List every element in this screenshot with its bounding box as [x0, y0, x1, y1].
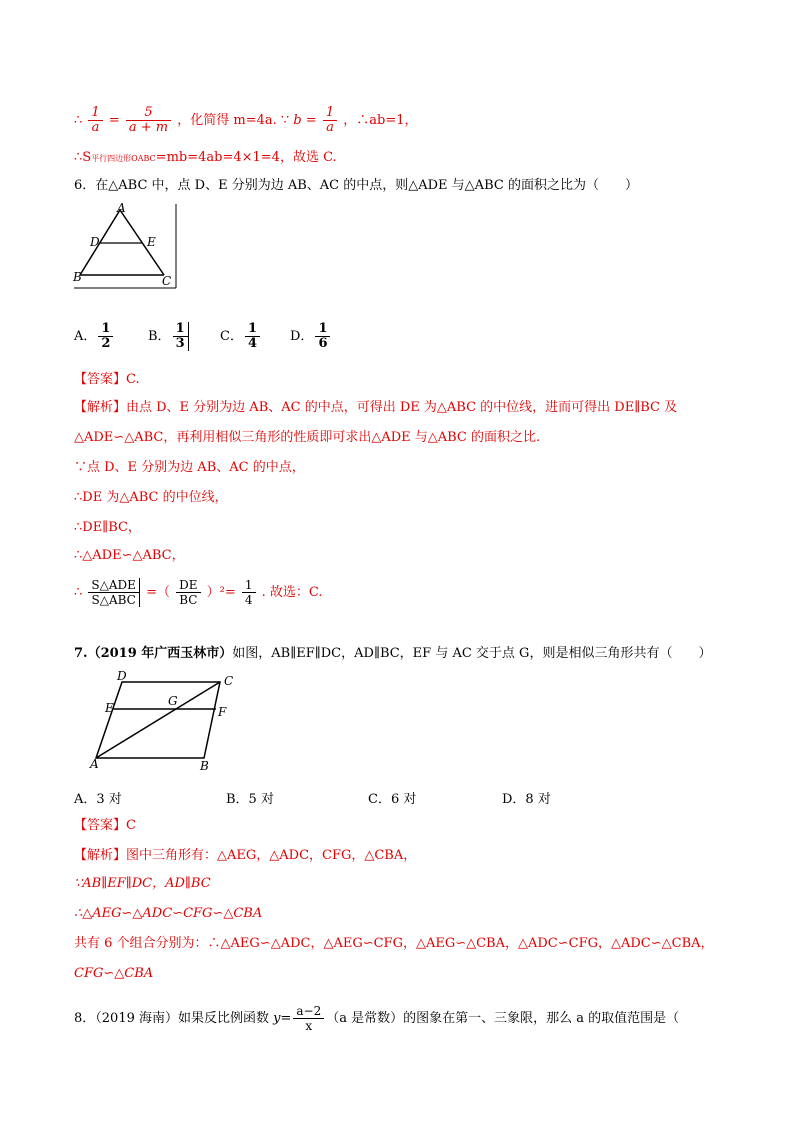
q7-step-4: CFG∽△CBA	[74, 966, 154, 981]
q6-step-2: ∴DE 为△ABC 的中位线，	[74, 490, 228, 505]
parallelogram-figure	[88, 670, 248, 772]
vertex-label-d: D	[90, 235, 100, 249]
q6-step-4: ∴△ADE∽△ABC，	[74, 548, 185, 563]
q7-step-1: ∵AB∥EF∥DC，AD∥BC	[74, 876, 211, 891]
q6-option-a[interactable]: A． $\frac{1}{2}$	[74, 322, 115, 351]
fraction-5-over-a-plus-m: $\frac{5}{a + m}$	[126, 106, 171, 135]
vertex-label-e-7: E	[105, 701, 114, 715]
vertex-label-d-7: D	[117, 670, 127, 683]
vertex-label-b: B	[73, 270, 82, 284]
vertex-label-b-7: B	[200, 759, 209, 772]
solution-line-1: ∴ $\frac{1}{a}$ = $\frac{5}{a + m}$ ，化简得 m=4a. ∵ b = $\frac{1}{a}$ ，∴ab=1，	[74, 105, 418, 135]
q7-step-3: 共有 6 个组合分别为：∴△AEG∽△ADC，△AEG∽CFG，△AEG∽△CBA，△ADC∽CFG，△ADC∽△CBA，	[74, 936, 714, 951]
q6-step-1: ∵点 D、E 分别为边 AB、AC 的中点，	[74, 460, 305, 475]
q7-answer: 【答案】C	[74, 818, 136, 833]
vertex-label-c: C	[162, 274, 172, 288]
question-7: 7.（2019 年广西玉林市）如图，AB∥EF∥DC，AD∥BC，EF 与 AC 交于点 G，则是相似三角形共有（ ）	[74, 646, 712, 661]
triangle-figure	[70, 200, 182, 292]
fraction-1-over-a-b: $\frac{1}{a}$	[323, 106, 337, 135]
q6-analysis-1: 【解析】由点 D、E 分别为边 AB、AC 的中点，可得出 DE 为△ABC 的中位线，进而可得出 DE∥BC 及	[74, 400, 678, 415]
vertex-label-e: E	[147, 235, 156, 249]
fraction-1-over-a: $\frac{1}{a}$	[88, 106, 102, 135]
q6-answer: 【答案】C.	[74, 372, 140, 387]
q7-option-b[interactable]: B．5 对	[226, 792, 274, 807]
q7-analysis: 【解析】图中三角形有：△AEG，△ADC，CFG，△CBA，	[74, 848, 417, 863]
q6-option-d[interactable]: D． $\frac{1}{6}$	[290, 322, 332, 351]
q7-option-d[interactable]: D．8 对	[502, 792, 551, 807]
question-8: 8．（2019 海南）如果反比例函数 y= $\frac{a-2}{x}$ （a 是常数）的图象在第一、三象限，那么 a 的取值范围是（	[74, 1004, 680, 1033]
vertex-label-a-7: A	[90, 757, 99, 771]
q6-final-equation: ∴ $\frac{\text{S△ADE}}{\text{S△ABC}}$ =（ $\frac{DE}{BC}$ ）²= $\frac{1}{4}$ . 故选：C.	[74, 578, 323, 607]
vertex-label-a: A	[117, 201, 126, 215]
q7-step-2: ∴△AEG∽△ADC∽CFG∽△CBA	[74, 906, 263, 921]
q6-option-c[interactable]: C． $\frac{1}{4}$	[220, 322, 262, 351]
q7-option-c[interactable]: C．6 对	[368, 792, 417, 807]
question-6: 6．在△ABC 中，点 D、E 分别为边 AB、AC 的中点，则△ADE 与△ABC 的面积之比为（ ）	[74, 178, 638, 193]
q6-analysis-2: △ADE∽△ABC，再利用相似三角形的性质即可求出△ADE 与△ABC 的面积之比.	[74, 430, 541, 445]
vertex-label-g-7: G	[168, 694, 178, 708]
q7-option-a[interactable]: A．3 对	[74, 792, 122, 807]
q6-step-3: ∴DE∥BC，	[74, 520, 141, 535]
vertex-label-f-7: F	[218, 705, 227, 719]
q6-option-b[interactable]: B． $\frac{1}{3}$	[148, 322, 191, 351]
vertex-label-c-7: C	[224, 674, 234, 688]
solution-line-2: ∴S平行四边形OABC=mb=4ab=4×1=4，故选 C.	[74, 150, 337, 165]
